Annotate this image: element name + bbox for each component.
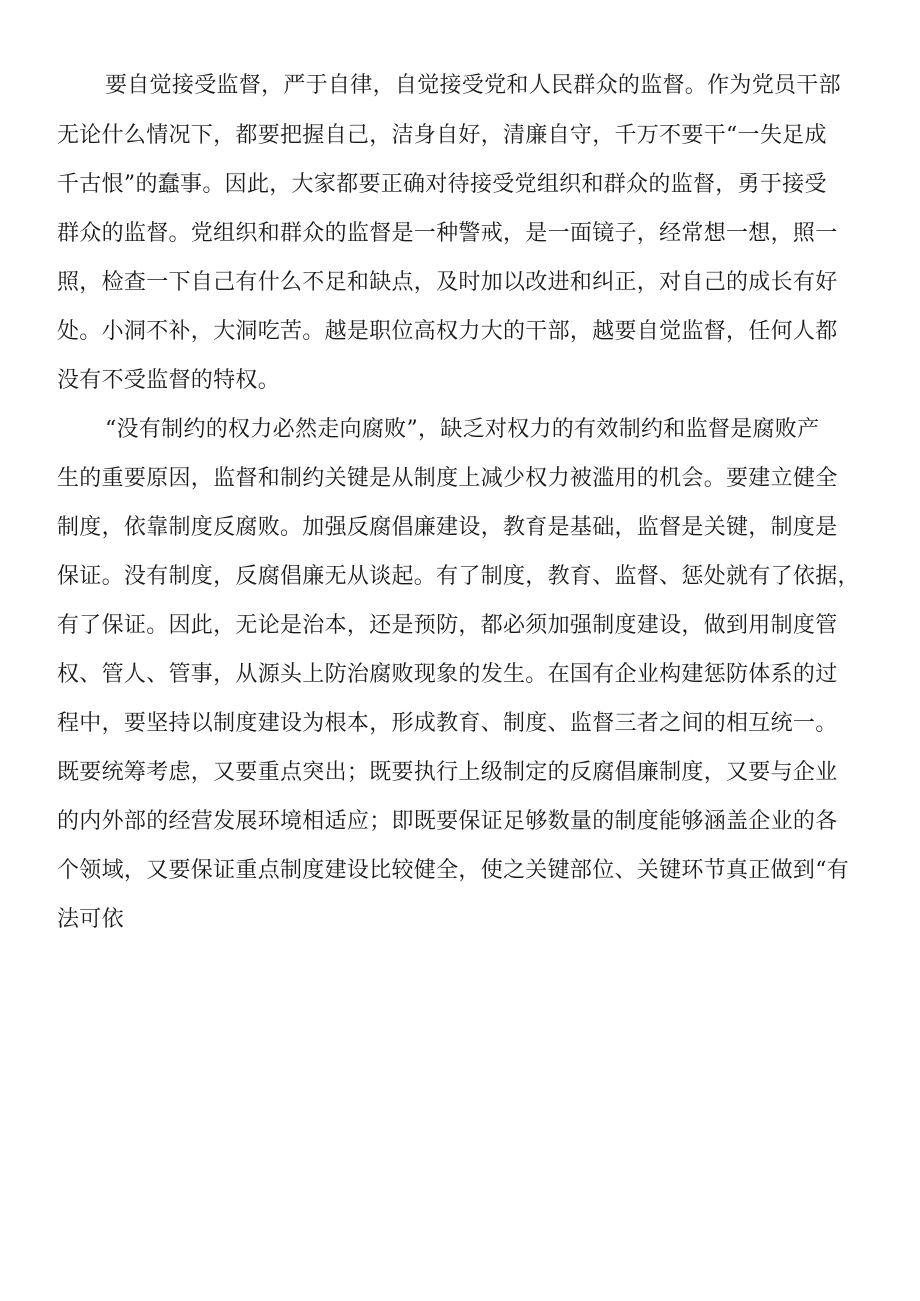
paragraph-line: “没有制约的权力必然走向腐败”，缺乏对权力的有效制约和监督是腐败产 (105, 417, 820, 442)
paragraph-line: 千古恨”的蠢事。因此，大家都要正确对待接受党组织和群众的监督，勇于接受 (57, 172, 827, 197)
paragraph-line: 照，检查一下自己有什么不足和缺点，及时加以改进和纠正，对自己的成长有好 (57, 270, 838, 295)
paragraph-line: 制度，依靠制度反腐败。加强反腐倡廉建设，教育是基础，监督是关键，制度是 (57, 515, 838, 540)
paragraph-line: 要自觉接受监督，严于自律，自觉接受党和人民群众的监督。作为党员干部 (105, 73, 841, 98)
paragraph-line: 既要统筹考虑，又要重点突出；既要执行上级制定的反腐倡廉制度，又要与企业 (57, 760, 838, 785)
paragraph-line: 程中，要坚持以制度建设为根本，形成教育、制度、监督三者之间的相互统一。 (57, 711, 838, 736)
paragraph-line: 处。小洞不补，大洞吃苦。越是职位高权力大的干部，越要自觉监督，任何人都 (57, 319, 838, 344)
paragraph-line: 没有不受监督的特权。 (57, 368, 281, 393)
paragraph-line: 有了保证。因此，无论是治本，还是预防，都必须加强制度建设，做到用制度管 (57, 613, 838, 638)
paragraph-line: 个领域，又要保证重点制度建设比较健全，使之关键部位、关键环节真正做到“有 (57, 858, 850, 883)
paragraph-line: 权、管人、管事，从源头上防治腐败现象的发生。在国有企业构建惩防体系的过 (57, 662, 838, 687)
paragraph-line: 生的重要原因，监督和制约关键是从制度上减少权力被滥用的机会。要建立健全 (57, 466, 838, 491)
paragraph-line: 群众的监督。党组织和群众的监督是一种警戒，是一面镜子，经常想一想，照一 (57, 221, 838, 246)
paragraph-line: 的内外部的经营发展环境相适应；即既要保证足够数量的制度能够涵盖企业的各 (57, 809, 838, 834)
paragraph-line: 保证。没有制度，反腐倡廉无从谈起。有了制度，教育、监督、惩处就有了依据， (57, 564, 860, 589)
paragraph-line: 法可依 (57, 907, 124, 932)
paragraph-line: 无论什么情况下，都要把握自己，洁身自好，清廉自守，千万不要干“一失足成 (57, 123, 827, 148)
